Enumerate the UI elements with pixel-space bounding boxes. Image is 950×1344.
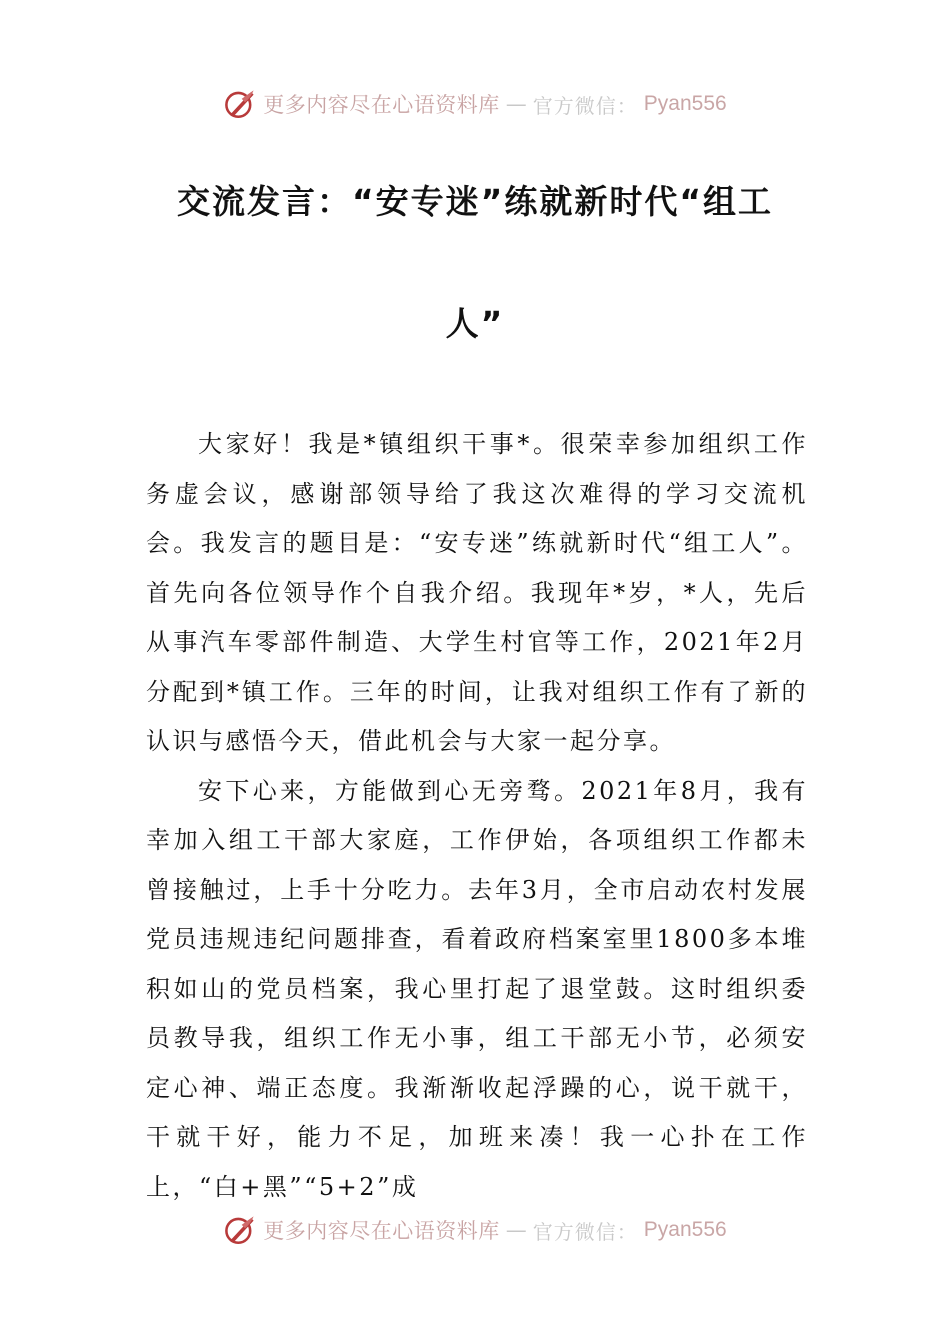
- paragraph-settle-down: 安下心来，方能做到心无旁骛。2021年8月，我有幸加入组工干部大家庭，工作伊始，各项组织工作都未曾接触过，上手十分吃力。去年3月，全市启动农村发展党员违规违纪问题排查，看着政府档案室里1800多本堆积如山的党员档案，我心里打起了退堂鼓。这时组织委员教导我，组织工作无小事，组工干部无小节，必须安定心神、端正态度。我渐渐收起浮躁的心，说干就干，干就干好，能力不足，加班来凑！我一心扑在工作上，“白+黑”“5+2”成: [146, 776, 808, 1201]
- paragraph-intro: 大家好！我是*镇组织干事*。很荣幸参加组织工作务虚会议，感谢部领导给了我这次难得的学习交流机会。我发言的题目是：“安专迷”练就新时代“组工人”。首先向各位领导作个自我介绍。我现年*岁，*人，先后从事汽车零部件制造、大学生村官等工作，2021年2月分配到*镇工作。三年的时间，让我对组织工作有了新的认识与感悟今天，借此机会与大家一起分享。: [146, 430, 808, 755]
- quill-logo-icon: [223, 1213, 257, 1247]
- watermark-separator: —: [505, 92, 527, 116]
- wechat-label: 官方微信：: [532, 1219, 638, 1244]
- wechat-id: Pyan556: [643, 1218, 727, 1241]
- quill-logo-icon: [223, 87, 257, 121]
- wechat-id: Pyan556: [643, 92, 727, 115]
- document-body: [146, 420, 808, 1212]
- footer-watermark: [0, 1212, 950, 1248]
- watermark-separator: —: [505, 1218, 527, 1242]
- document-title-line-2: 人”: [445, 304, 505, 343]
- watermark-text: 更多内容尽在心语资料库: [263, 93, 500, 117]
- header-watermark: [0, 86, 950, 122]
- document-title-line-1: 交流发言：“安专迷”练就新时代“组工: [176, 182, 774, 221]
- watermark-text: 更多内容尽在心语资料库: [263, 1219, 500, 1243]
- wechat-label: 官方微信：: [532, 93, 638, 118]
